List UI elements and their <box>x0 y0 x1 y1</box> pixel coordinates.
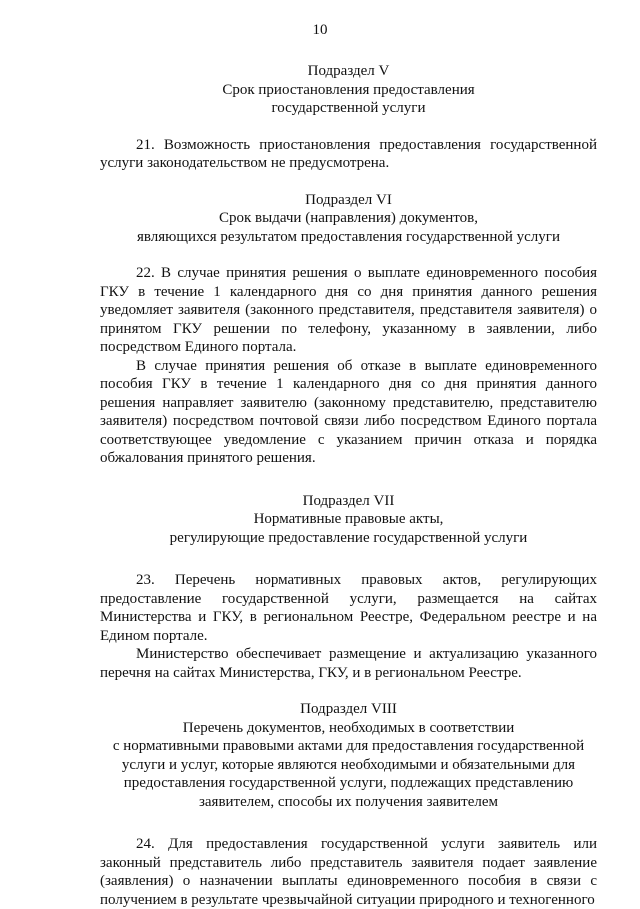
subsection-vii-heading-line: регулирующие предоставление государственной услуги <box>169 529 528 546</box>
page-number: 10 <box>312 22 328 38</box>
subsection-v-title: Подраздел V <box>307 63 390 79</box>
subsection-vii-title: Подраздел VII <box>302 492 395 509</box>
paragraph-24: 24. Для предоставления государственной услуги заявитель или законный представитель либо представитель заявителя подает заявление (заявления) о назначении выплаты единовременного пособия в связи с получением в результате чрезвычайной ситуации природного и техногенного <box>100 836 597 908</box>
subsection-vi-heading-line: Срок выдачи (направления) документов, <box>219 210 478 226</box>
subsection-vi <box>100 191 597 468</box>
subsection-viii-heading-line: Перечень документов, необходимых в соответствии <box>182 719 515 736</box>
subsection-vi-heading-line: являющихся результатом предоставления государственной услуги <box>137 228 560 245</box>
paragraph-22: 22. В случае принятия решения о выплате единовременного пособия ГКУ в течение 1 календарного дня со дня принятия данного решения уведомляет заявителя (законного представителя, представителя заявителя) о принятом ГКУ решении по телефону, указанному в заявлении, либо посредством Единого портала. <box>100 265 597 355</box>
subsection-vii-heading-line: Нормативные правовые акты, <box>253 511 444 527</box>
subsection-viii-title: Подраздел VIII <box>300 701 397 717</box>
subsection-vii <box>100 492 597 683</box>
paragraph-23: 23. Перечень нормативных правовых актов, регулирующих предоставление государственной услуги, размещается на сайтах Министерства и ГКУ, в региональном Реестре, Федеральном реестре и на Едином портале. <box>100 572 597 644</box>
subsection-viii-heading-line: предоставления государственной услуги, подлежащих представлению <box>123 775 574 791</box>
subsection-vi-title: Подраздел VI <box>305 191 392 208</box>
document-body <box>100 62 597 909</box>
paragraph-22-refusal: В случае принятия решения об отказе в выплате единовременного пособия ГКУ в течение 1 календарного дня со дня принятия данного решения направляет заявителю (законному представителю, представителю заявителя) посредством почтовой связи либо посредством Единого портала соответствующее уведомление с указанием причин отказа и порядка обжалования принятого решения. <box>100 357 597 466</box>
subsection-v-heading-line: Срок приостановления предоставления <box>222 81 475 98</box>
subsection-v-heading-line: государственной услуги <box>271 100 426 116</box>
subsection-viii-heading-line: заявителем, способы их получения заявителем <box>198 793 499 810</box>
subsection-viii-heading-line: с нормативными правовыми актами для предоставления государственной <box>112 738 585 754</box>
paragraph-21: 21. Возможность приостановления предоставления государственной услуги законодательством не предусмотрена. <box>100 136 597 171</box>
subsection-viii <box>100 700 597 909</box>
subsection-v <box>100 62 597 173</box>
subsection-viii-heading-line: услуги и услуг, которые являются необходимыми и обязательными для <box>121 756 576 773</box>
paragraph-23-ministry: Министерство обеспечивает размещение и актуализацию указанного перечня на сайтах Министерства, ГКУ, и в региональном Реестре. <box>100 646 597 681</box>
